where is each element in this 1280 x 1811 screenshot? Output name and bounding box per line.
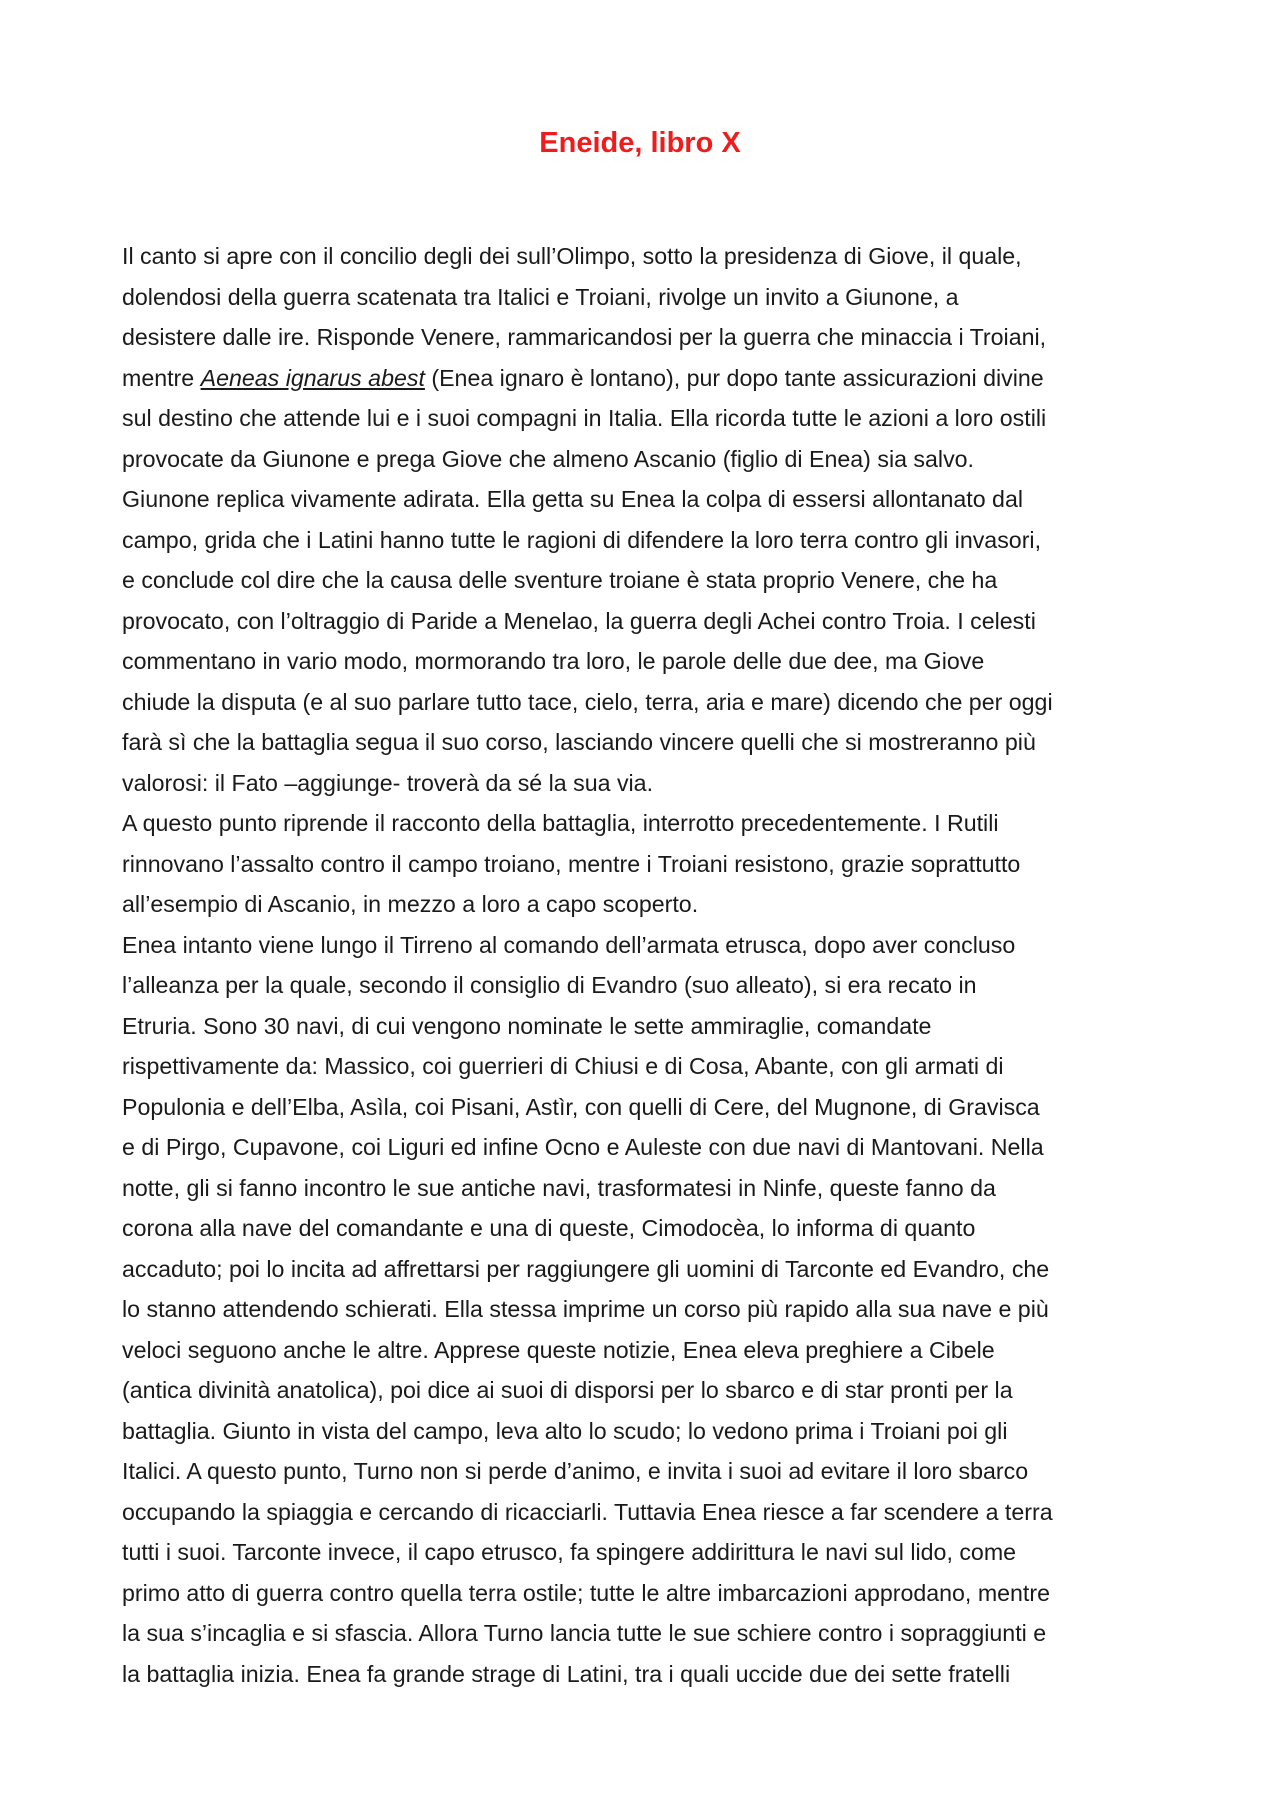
page-title: Eneide, libro X xyxy=(539,127,741,159)
text-line: sul destino che attende lui e i suoi compagni in Italia. Ella ricorda tutte le azioni a loro ostili xyxy=(122,405,1047,431)
body-text xyxy=(122,236,1167,1694)
text-line: Il canto si apre con il concilio degli dei sull’Olimpo, sotto la presidenza di Giove, il quale, xyxy=(122,243,1022,269)
text-line: accaduto; poi lo incita ad affrettarsi per raggiungere gli uomini di Tarconte ed Evandro, che xyxy=(122,1255,1050,1282)
text-line: veloci seguono anche le altre. Apprese queste notizie, Enea eleva preghiere a Cibele xyxy=(122,1336,995,1363)
text-line: provocato, con l’oltraggio di Paride a Menelao, la guerra degli Achei contro Troia. I celesti xyxy=(122,607,1036,634)
text-line: campo, grida che i Latini hanno tutte le ragioni di difendere la loro terra contro gli invasori, xyxy=(122,526,1042,553)
text-segment: (Enea ignaro è lontano), pur dopo tante assicurazioni divine xyxy=(424,364,1044,391)
text-line: commentano in vario modo, mormorando tra loro, le parole delle due dee, ma Giove xyxy=(122,648,985,674)
text-line: Giunone replica vivamente adirata. Ella getta su Enea la colpa di essersi allontanato dal xyxy=(122,486,1023,512)
text-line: A questo punto riprende il racconto della battaglia, interrotto precedentemente. I Rutili xyxy=(122,810,999,836)
text-line: la sua s’incaglia e si sfascia. Allora Turno lancia tutte le sue schiere contro i sopraggiunti e xyxy=(122,1620,1047,1646)
text-line: battaglia. Giunto in vista del campo, leva alto lo scudo; lo vedono prima i Troiani poi gli xyxy=(122,1417,1008,1444)
text-line: desistere dalle ire. Risponde Venere, rammaricandosi per la guerra che minaccia i Troiani, xyxy=(122,324,1047,350)
text-line: occupando la spiaggia e cercando di ricacciarli. Tuttavia Enea riesce a far scendere a terra xyxy=(122,1498,1053,1525)
text-line: tutti i suoi. Tarconte invece, il capo etrusco, fa spingere addirittura le navi sul lido, come xyxy=(122,1539,1017,1565)
text-line: Enea intanto viene lungo il Tirreno al comando dell’armata etrusca, dopo aver concluso xyxy=(122,931,1016,958)
text-line: rinnovano l’assalto contro il campo troiano, mentre i Troiani resistono, grazie soprattutto xyxy=(122,850,1021,877)
text-line: corona alla nave del comandante e una di queste, Cimodocèa, lo informa di quanto xyxy=(122,1215,976,1241)
text-line: Italici. A questo punto, Turno non si perde d’animo, e invita i suoi ad evitare il loro sbarco xyxy=(122,1458,1029,1484)
text-line: primo atto di guerra contro quella terra ostile; tutte le altre imbarcazioni approdano, mentre xyxy=(122,1579,1050,1606)
text-segment: mentre xyxy=(122,364,201,391)
latin-quote: Aeneas ignarus abest xyxy=(200,364,425,391)
text-line: e conclude col dire che la causa delle sventure troiane è stata proprio Venere, che ha xyxy=(122,567,998,593)
text-line: chiude la disputa (e al suo parlare tutto tace, cielo, terra, aria e mare) dicendo che per oggi xyxy=(122,688,1053,715)
text-line: dolendosi della guerra scatenata tra Italici e Troiani, rivolge un invito a Giunone, a xyxy=(122,283,959,310)
text-line: la battaglia inizia. Enea fa grande strage di Latini, tra i quali uccide due dei sette fratelli xyxy=(122,1660,1011,1687)
text-line: l’alleanza per la quale, secondo il consiglio di Evandro (suo alleato), si era recato in xyxy=(122,972,977,998)
text-line: e di Pirgo, Cupavone, coi Liguri ed infine Ocno e Auleste con due navi di Mantovani. Nella xyxy=(122,1134,1044,1160)
text-line: Populonia e dell’Elba, Asìla, coi Pisani, Astìr, con quelli di Cere, del Mugnone, di Gravisca xyxy=(122,1093,1040,1120)
text-line: provocate da Giunone e prega Giove che almeno Ascanio (figlio di Enea) sia salvo. xyxy=(122,445,975,472)
text-line: (antica divinità anatolica), poi dice ai suoi di disporsi per lo sbarco e di star pronti per la xyxy=(122,1377,1013,1403)
text-line: valorosi: il Fato –aggiunge- troverà da sé la sua via. xyxy=(122,769,654,796)
text-line: rispettivamente da: Massico, coi guerrieri di Chiusi e di Cosa, Abante, con gli armati di xyxy=(122,1053,1004,1079)
text-line: all’esempio di Ascanio, in mezzo a loro a capo scoperto. xyxy=(122,891,699,917)
text-line: notte, gli si fanno incontro le sue antiche navi, trasformatesi in Ninfe, queste fanno da xyxy=(122,1174,996,1201)
text-line: lo stanno attendendo schierati. Ella stessa imprime un corso più rapido alla sua nave e più xyxy=(122,1296,1049,1322)
text-line xyxy=(122,358,1167,399)
text-line: Etruria. Sono 30 navi, di cui vengono nominate le sette ammiraglie, comandate xyxy=(122,1012,932,1039)
text-line: farà sì che la battaglia segua il suo corso, lasciando vincere quelli che si mostreranno più xyxy=(122,729,1036,755)
